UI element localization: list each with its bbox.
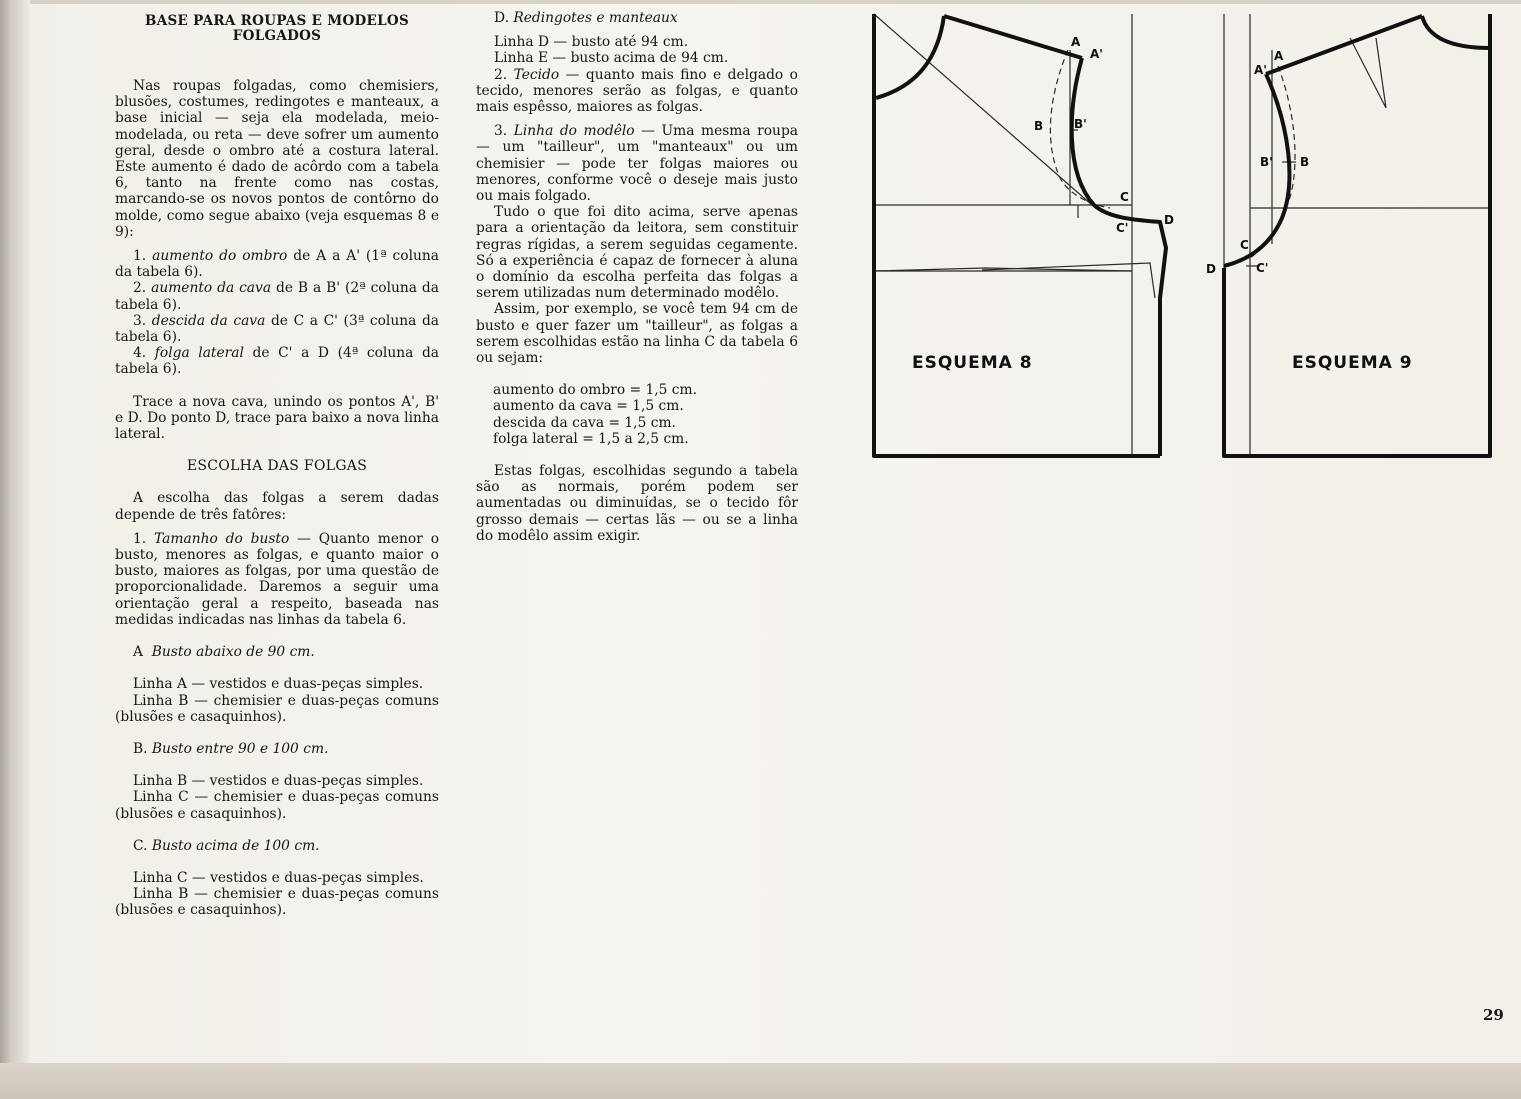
point-label-c-prime: C' bbox=[1116, 221, 1129, 235]
point-label-a: A bbox=[1274, 49, 1284, 63]
point-label-b: B bbox=[1300, 155, 1310, 169]
book-binding-shadow bbox=[0, 0, 30, 1099]
group-line: Linha B — chemisier e duas-peças comuns (blusões e casaquinhos). bbox=[115, 886, 439, 919]
group-heading: A Busto abaixo de 90 cm. bbox=[133, 644, 315, 661]
schema-outline bbox=[874, 14, 1160, 456]
subsection-heading: ESCOLHA DAS FOLGAS bbox=[186, 458, 368, 475]
group-heading: D. Redingotes e manteaux bbox=[494, 10, 678, 26]
intro-paragraph: Nas roupas folgadas, como chemisiers, blusões, costumes, redingotes e manteaux, a base inicial — seja ela modelada, meio-modelada, ou reta — deve sofrer um aumento geral, desde o ombro até a costura lateral. Este aumento é dado de acôrdo com a tabela 6, tanto na frente como nas costas, marcando-se os novos pontos de contôrno do molde, como segue abaixo (veja esquemas 8 e 9): bbox=[115, 78, 439, 240]
step-item: 2. aumento da cava de B a B' (2ª coluna da tabela 6). bbox=[115, 280, 439, 313]
folga-values bbox=[476, 382, 798, 447]
schema-shoulder-line bbox=[1266, 16, 1422, 74]
paragraph: Estas folgas, escolhidas segundo a tabela são as normais, porém podem ser aumentadas ou diminuídas, se o tecido fôr grosso demais — certas lãs — ou se a linha do modêlo assim exigir. bbox=[476, 463, 798, 544]
schema-caption: ESQUEMA 9 bbox=[1292, 353, 1413, 373]
folga-value: descida da cava = 1,5 cm. bbox=[493, 414, 676, 431]
step-item: 3. descida da cava de C a C' (3ª coluna da tabela 6). bbox=[115, 312, 440, 346]
point-label-b-prime: B' bbox=[1260, 155, 1273, 169]
group-line: Linha C — chemisier e duas-peças comuns (blusões e casaquinhos). bbox=[115, 789, 439, 822]
trace-paragraph: Trace a nova cava, unindo os pontos A', B' e D. Do ponto D, trace para baixo a nova linha lateral. bbox=[115, 393, 439, 443]
group-line: Linha D — busto até 94 cm. bbox=[494, 34, 689, 51]
folga-value: aumento da cava = 1,5 cm. bbox=[493, 398, 684, 415]
group-heading: B. Busto entre 90 e 100 cm. bbox=[133, 740, 329, 757]
choice-intro: A escolha das folgas a serem dadas depende de três fatôres: bbox=[115, 490, 439, 523]
point-label-d: D bbox=[1206, 262, 1216, 276]
group-line: Linha E — busto acima de 94 cm. bbox=[494, 50, 729, 67]
schema-8-diagram bbox=[860, 8, 1180, 468]
point-label-c: C bbox=[1120, 190, 1129, 204]
schema-outline bbox=[1224, 14, 1490, 456]
schema-9-diagram bbox=[1200, 8, 1500, 468]
schema-shoulder-line bbox=[944, 16, 1082, 58]
point-label-a-prime: A' bbox=[1090, 47, 1103, 61]
page-top-edge bbox=[0, 0, 1521, 4]
point-label-d: D bbox=[1164, 213, 1174, 227]
step-item: 4. folga lateral de C' a D (4ª coluna da tabela 6). bbox=[115, 345, 440, 378]
point-label-a-prime: A' bbox=[1254, 63, 1267, 77]
point-label-b: B bbox=[1034, 119, 1044, 133]
page-number: 29 bbox=[1483, 1006, 1504, 1024]
factor-2: 2. Tecido — quanto mais fino e delgado o tecido, menores serão as folgas, e quanto mais espêsso, maiores as folgas. bbox=[476, 66, 798, 116]
group-line: Linha C — vestidos e duas-peças simples. bbox=[133, 869, 424, 886]
factor-1: 1. Tamanho do busto — Quanto menor o busto, menores as folgas, e quanto maior o busto, maiores as folgas, por uma questão de proporcionalidade. Daremos a seguir uma orientação geral a respeito, baseada nas medidas indicadas nas linhas da tabela 6. bbox=[115, 530, 439, 628]
step-item: 1. aumento do ombro de A a A' (1ª coluna da tabela 6). bbox=[115, 248, 440, 281]
schema-diagonal-line bbox=[874, 14, 1092, 205]
group-line: Linha B — vestidos e duas-peças simples. bbox=[133, 773, 424, 790]
column-middle bbox=[476, 10, 798, 544]
schema-neckline bbox=[876, 16, 944, 98]
group-line: Linha A — vestidos e duas-peças simples. bbox=[133, 676, 424, 693]
folga-value: aumento do ombro = 1,5 cm. bbox=[493, 382, 697, 399]
schema-caption: ESQUEMA 8 bbox=[912, 353, 1033, 373]
group-line: Linha B — chemisier e duas-peças comuns (blusões e casaquinhos). bbox=[115, 692, 439, 725]
page-bottom-edge bbox=[0, 1063, 1521, 1099]
section-title-line2: FOLGADOS bbox=[232, 28, 322, 44]
folga-value: folga lateral = 1,5 a 2,5 cm. bbox=[493, 430, 689, 447]
point-label-b-prime: B' bbox=[1074, 117, 1087, 131]
section-title-line1: BASE PARA ROUPAS E MODELOS bbox=[145, 13, 409, 29]
schema-new-armhole bbox=[1224, 74, 1289, 266]
point-label-c-prime: C' bbox=[1256, 261, 1269, 275]
column-left bbox=[115, 14, 439, 919]
paragraph: Assim, por exemplo, se você tem 94 cm de busto e quer fazer um "tailleur", as folgas a serem escolhidas estão na linha C da tabela 6 ou sejam: bbox=[476, 301, 798, 367]
group-heading: C. Busto acima de 100 cm. bbox=[133, 837, 320, 854]
factor-3: 3. Linha do modêlo — Uma mesma roupa — um "tailleur", um "manteaux" ou um chemisier — pode ter folgas maiores ou menores, conforme você o deseje mais justo ou mais folgado. bbox=[476, 123, 799, 205]
schema-dart bbox=[1350, 38, 1386, 108]
point-label-c: C bbox=[1240, 238, 1249, 252]
section-title bbox=[115, 14, 439, 44]
point-label-a: A bbox=[1071, 35, 1081, 49]
schema-neckline bbox=[1422, 16, 1490, 48]
paragraph: Tudo o que foi dito acima, serve apenas para a orientação da leitora, sem constituir regras rígidas, a serem seguidas cegamente. Só a experiência é capaz de fornecer à aluna o domínio da escolha perfeita das folgas a serem utilizadas num determinado modêlo. bbox=[476, 204, 798, 302]
